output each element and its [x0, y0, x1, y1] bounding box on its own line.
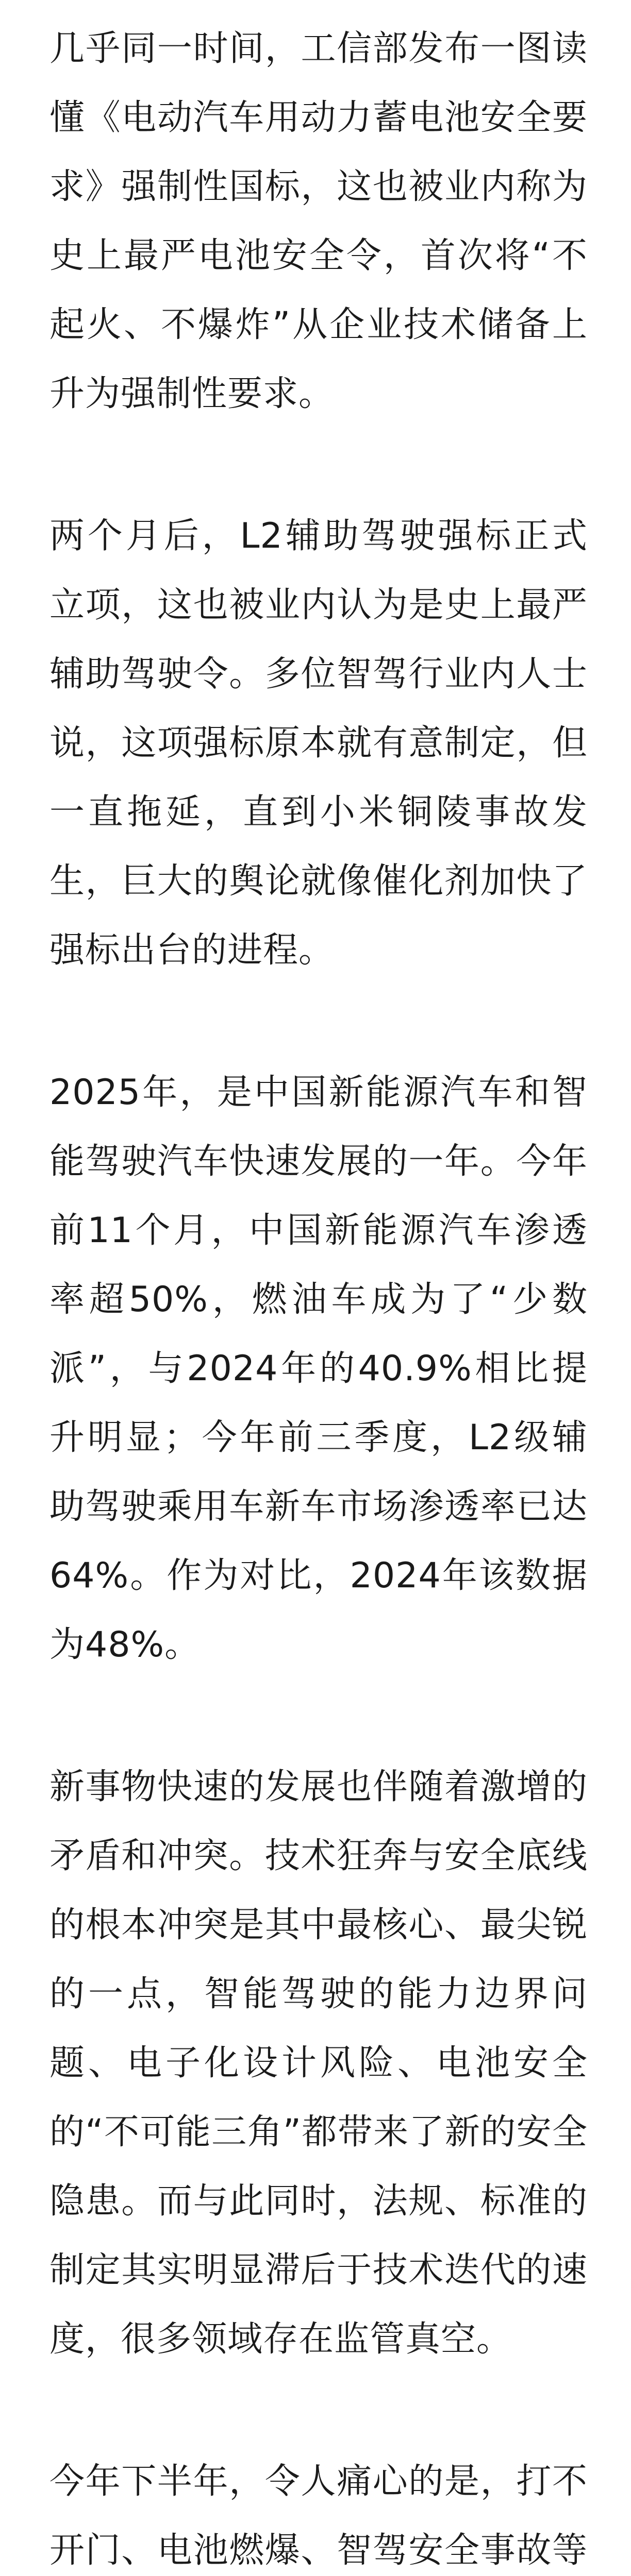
paragraph-conflicts: 新事物快速的发展也伴随着激增的矛盾和冲突。技术狂奔与安全底线的根本冲突是其中最核心、最尖锐的一点，智能驾驶的能力边界问题、电子化设计风险、电池安全的“不可能三角”都带来了新的安全隐患。而与此同时，法规、标准的制定其实明显滞后于技术迭代的速度，很多领域存在监管真空。 [49, 1767, 588, 2360]
paragraph-2025-growth: 2025年，是中国新能源汽车和智能驾驶汽车快速发展的一年。今年前11个月，中国新能源汽车渗透率超50%，燃油车成为了“少数派”，与2024年的40.9%相比提升明显；今年前三季度，L2级辅助驾驶乘用车新车市场渗透率已达64%。作为对比，2024年该数据为48%。 [49, 1072, 588, 1665]
paragraph-accidents: 今年下半年，令人痛心的是，打不开门、电池燃爆、智驾安全事故等 [49, 2461, 588, 2571]
article-body [49, 14, 588, 2576]
paragraph-battery-safety: 几乎同一时间，工信部发布一图读懂《电动汽车用动力蓄电池安全要求》强制性国标，这也被业内称为史上最严电池安全令，首次将“不起火、不爆炸”从企业技术储备上升为强制性要求。 [49, 28, 588, 414]
paragraph-l2-standard: 两个月后，L2辅助驾驶强标正式立项，这也被业内认为是史上最严辅助驾驶令。多位智驾行业内人士说，这项强标原本就有意制定，但一直拖延，直到小米铜陵事故发生，巨大的舆论就像催化剂加快了强标出台的进程。 [49, 516, 588, 971]
